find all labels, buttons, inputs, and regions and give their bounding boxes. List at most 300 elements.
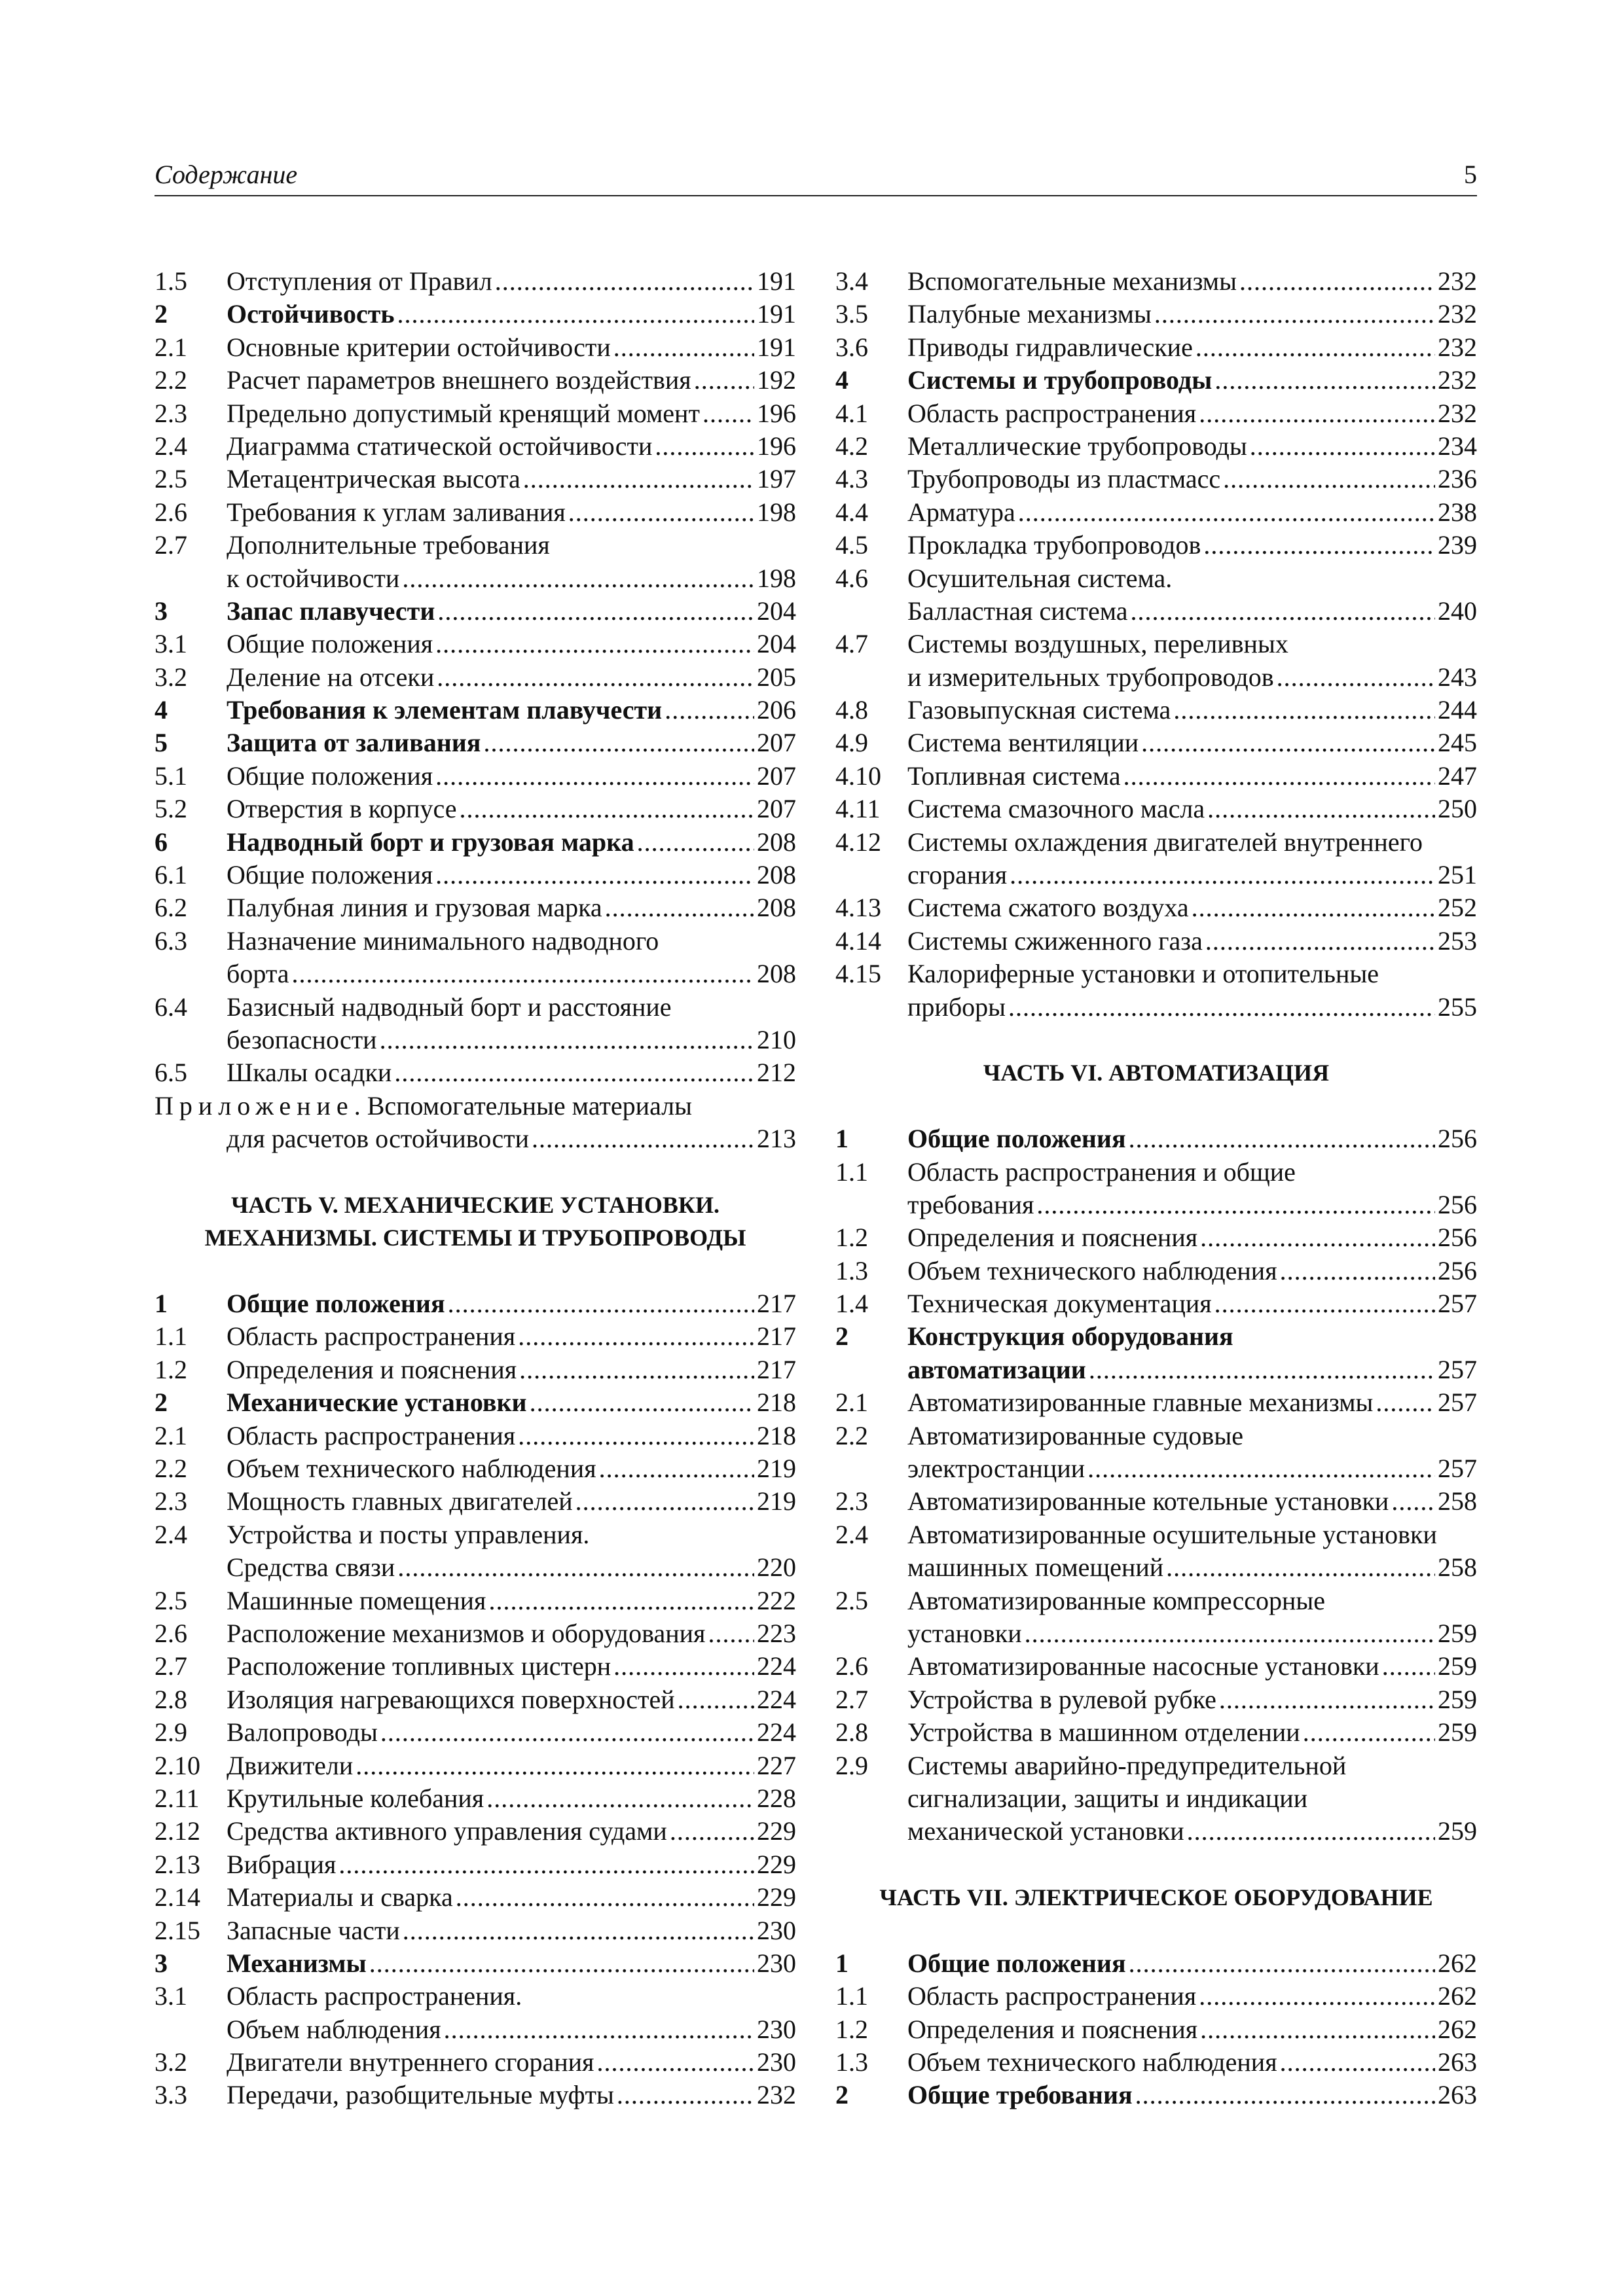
- toc-entry-page: 239: [1438, 530, 1477, 560]
- toc-entry[interactable]: [155, 1848, 796, 1881]
- toc-column-left: [155, 265, 796, 2112]
- toc-entry-number: 2.2: [835, 1420, 868, 1450]
- dot-leader: [1173, 694, 1435, 726]
- dot-leader: [1130, 595, 1435, 628]
- toc-entry-title: Автоматизированные котельные установки: [907, 1486, 1389, 1516]
- toc-entry-title: Система вентиляции: [907, 728, 1139, 758]
- toc-entry-number: 2.4: [155, 431, 187, 461]
- toc-entry[interactable]: [155, 2079, 796, 2111]
- toc-entry-title: приборы: [907, 992, 1006, 1022]
- toc-entry-title: Средства связи: [227, 1552, 395, 1583]
- toc-entry-title: требования: [907, 1189, 1034, 1219]
- spacer: [835, 1848, 1477, 1881]
- toc-entry-text: [907, 2013, 1477, 2046]
- toc-entry-page: 236: [1438, 464, 1477, 494]
- toc-entry-text: [227, 562, 796, 595]
- toc-entry-number: 2: [155, 299, 168, 329]
- toc-entry-text: [227, 1518, 796, 1551]
- dot-leader: [1036, 1189, 1435, 1221]
- dot-leader: [483, 726, 754, 759]
- dot-leader: [518, 1320, 754, 1353]
- toc-entry-title: Техническая документация: [907, 1289, 1212, 1319]
- toc-entry-page: 259: [1438, 1717, 1477, 1748]
- toc-entry[interactable]: [155, 891, 796, 924]
- toc-entry[interactable]: [835, 2079, 1477, 2111]
- toc-entry[interactable]: [155, 628, 796, 660]
- toc-entry[interactable]: [835, 2013, 1477, 2046]
- toc-entry-number: 2.14: [155, 1882, 200, 1912]
- dot-leader: [1214, 364, 1435, 397]
- dot-leader: [665, 694, 754, 726]
- dot-leader: [397, 298, 754, 331]
- dot-leader: [488, 1585, 754, 1617]
- toc-column-right: [835, 265, 1477, 2112]
- toc-entry[interactable]: [155, 1650, 796, 1683]
- toc-entry[interactable]: [155, 2046, 796, 2079]
- toc-entry-page: 204: [757, 629, 796, 659]
- toc-entry[interactable]: [155, 397, 796, 430]
- toc-entry[interactable]: [155, 364, 796, 397]
- dot-leader: [1018, 496, 1435, 529]
- toc-entry[interactable]: [835, 661, 1477, 694]
- toc-entry-text: [907, 397, 1477, 430]
- toc-entry-title: Палубная линия и грузовая марка: [227, 893, 602, 923]
- toc-entry-text: [907, 1354, 1477, 1386]
- dot-leader: [1192, 891, 1435, 924]
- dot-leader: [1250, 430, 1435, 463]
- toc-entry-number: 2.7: [155, 530, 187, 560]
- toc-entry-number: 4.4: [835, 497, 868, 527]
- spacer: [155, 1255, 796, 1287]
- toc-entry[interactable]: [835, 1485, 1477, 1518]
- toc-entry-page: 197: [757, 464, 796, 494]
- toc-entry-text: [907, 1386, 1477, 1419]
- toc-entry-page: 224: [757, 1717, 796, 1748]
- toc-entry-page: 262: [1438, 1948, 1477, 1978]
- toc-entry[interactable]: [835, 463, 1477, 495]
- dot-leader: [1187, 1815, 1435, 1848]
- toc-entry-title: Устройства и посты управления.: [227, 1519, 590, 1549]
- toc-entry[interactable]: [835, 1980, 1477, 2013]
- toc-entry[interactable]: [155, 1947, 796, 1980]
- dot-leader: [613, 1650, 754, 1683]
- toc-entry-title: автоматизации: [907, 1354, 1086, 1384]
- toc-entry-text: [907, 1485, 1477, 1518]
- toc-entry-page: 244: [1438, 695, 1477, 725]
- toc-entry[interactable]: [155, 726, 796, 759]
- toc-entry[interactable]: [155, 694, 796, 726]
- toc-entry-page: 256: [1438, 1189, 1477, 1219]
- toc-entry-page: 232: [1438, 299, 1477, 329]
- toc-entry-title: Шкалы осадки: [227, 1058, 392, 1088]
- toc-entry-text: [907, 1518, 1477, 1551]
- toc-entry-title: Запасные части: [227, 1915, 400, 1945]
- toc-entry-title: Системы аварийно-предупредительной: [907, 1750, 1347, 1780]
- dot-leader: [292, 958, 754, 990]
- toc-entry[interactable]: [155, 1287, 796, 1320]
- toc-entry[interactable]: [155, 1321, 796, 1354]
- toc-entry[interactable]: [835, 298, 1477, 331]
- toc-entry[interactable]: [155, 1354, 796, 1386]
- toc-entry-number: 2.8: [155, 1684, 187, 1714]
- dot-leader: [356, 1749, 754, 1782]
- toc-entry-title: Системы и трубопроводы: [907, 365, 1213, 395]
- toc-entry[interactable]: [155, 1782, 796, 1815]
- toc-entry: [155, 1980, 796, 2013]
- toc-entry-title: Системы охлаждения двигателей внутреннего: [907, 827, 1423, 857]
- toc-entry-text: [907, 1749, 1477, 1782]
- toc-entry[interactable]: [835, 2046, 1477, 2079]
- dot-leader: [1195, 331, 1435, 364]
- toc-entry-title: Объем технического наблюдения: [227, 1454, 596, 1484]
- toc-entry-page: 263: [1438, 2080, 1477, 2110]
- toc-entry-text: [907, 1420, 1477, 1452]
- toc-entry-text: [227, 1617, 796, 1650]
- toc-entry-number: 6.4: [155, 992, 187, 1022]
- toc-entry-text: [227, 1749, 796, 1782]
- toc-entry[interactable]: [155, 496, 796, 529]
- toc-entry-text: [227, 859, 796, 891]
- toc-entry[interactable]: [835, 1122, 1477, 1155]
- toc-entry[interactable]: [155, 1551, 796, 1584]
- toc-entry-title: Отступления от Правил: [227, 266, 492, 296]
- toc-entry[interactable]: [155, 298, 796, 331]
- toc-entry-page: 259: [1438, 1684, 1477, 1714]
- dot-leader: [403, 1914, 754, 1947]
- toc-entry-text: [227, 1320, 796, 1353]
- toc-entry-text: [907, 1122, 1477, 1155]
- toc-entry[interactable]: [155, 1683, 796, 1716]
- toc-entry-title: Базисный надводный борт и расстояние: [227, 992, 672, 1022]
- part-heading: ЧАСТЬ V. МЕХАНИЧЕСКИЕ УСТАНОВКИ.: [230, 1191, 720, 1218]
- toc-entry[interactable]: [835, 595, 1477, 628]
- toc-entry-page: 218: [757, 1420, 796, 1450]
- toc-entry[interactable]: [155, 595, 796, 628]
- toc-entry: [155, 1090, 796, 1122]
- toc-entry-text: [907, 595, 1477, 628]
- dot-leader: [575, 1485, 754, 1518]
- toc-entry[interactable]: [835, 991, 1477, 1024]
- toc-entry-title: Область распространения: [907, 398, 1197, 428]
- toc-entry-text: [907, 859, 1477, 891]
- toc-entry[interactable]: [835, 1947, 1477, 1980]
- toc-entry[interactable]: [155, 1386, 796, 1419]
- toc-entry-text: [227, 1386, 796, 1419]
- toc-entry-text: [907, 364, 1477, 397]
- toc-entry[interactable]: [155, 2013, 796, 2046]
- dot-leader: [670, 1815, 754, 1848]
- toc-entry[interactable]: [835, 760, 1477, 793]
- dot-leader: [518, 1420, 754, 1452]
- toc-entry-page: 232: [1438, 332, 1477, 362]
- toc-entry-page: 196: [757, 431, 796, 461]
- dot-leader: [1199, 1980, 1435, 2013]
- toc-entry-title: Объем технического наблюдения: [907, 1255, 1277, 1285]
- dot-leader: [530, 1386, 754, 1419]
- dot-leader: [1207, 793, 1435, 825]
- toc-entry[interactable]: [155, 760, 796, 793]
- toc-entry-number: 1.2: [835, 1223, 868, 1253]
- toc-entry-page: 229: [757, 1882, 796, 1912]
- toc-entry-text: [907, 1320, 1477, 1353]
- toc-entry-number: 4.9: [835, 728, 868, 758]
- toc-entry-title: Область распространения.: [227, 1981, 522, 2011]
- dot-leader: [532, 1122, 754, 1155]
- toc-entry[interactable]: [835, 694, 1477, 726]
- toc-entry: [835, 1420, 1477, 1452]
- toc-entry-number: 1: [155, 1289, 168, 1319]
- toc-entry[interactable]: [835, 891, 1477, 924]
- dot-leader: [1376, 1386, 1435, 1419]
- toc-entry: [835, 1782, 1477, 1815]
- dot-leader: [702, 397, 754, 430]
- toc-entry-number: 6.5: [155, 1058, 187, 1088]
- dot-leader: [1203, 529, 1435, 562]
- toc-entry-title: Основные критерии остойчивости: [227, 332, 611, 362]
- dot-leader: [1129, 1947, 1435, 1980]
- toc-entry-number: 4: [835, 365, 848, 395]
- toc-entry[interactable]: [835, 1815, 1477, 1848]
- toc-entry-page: 229: [757, 1849, 796, 1879]
- toc-entry[interactable]: [835, 1354, 1477, 1386]
- toc-entry[interactable]: [835, 1189, 1477, 1221]
- toc-entry[interactable]: [155, 1716, 796, 1749]
- toc-entry-title: Крутильные колебания: [227, 1783, 484, 1813]
- toc-entry[interactable]: [835, 1617, 1477, 1650]
- toc-entry[interactable]: [835, 925, 1477, 958]
- toc-entry-page: 243: [1438, 662, 1477, 692]
- toc-entry-page: 208: [757, 860, 796, 890]
- toc-entry-title: Мощность главных двигателей: [227, 1486, 573, 1516]
- toc-entry-title: Газовыпускная система: [907, 695, 1171, 725]
- toc-entry: [155, 925, 796, 958]
- toc-entry[interactable]: [835, 1452, 1477, 1485]
- toc-entry-page: 207: [757, 728, 796, 758]
- toc-entry[interactable]: [155, 859, 796, 891]
- toc-entry[interactable]: [835, 1683, 1477, 1716]
- toc-entry-title: Расположение механизмов и оборудования: [227, 1619, 706, 1648]
- dot-leader: [613, 331, 754, 364]
- dot-leader: [599, 1452, 754, 1485]
- toc-entry-page: 252: [1438, 893, 1477, 923]
- toc-entry-title: Валопроводы: [227, 1717, 378, 1748]
- toc-entry-title: Арматура: [907, 497, 1015, 527]
- toc-entry-title: Палубные механизмы: [907, 299, 1152, 329]
- toc-entry[interactable]: [155, 265, 796, 298]
- toc-entry[interactable]: [155, 1881, 796, 1914]
- toc-entry-text: [907, 1782, 1477, 1815]
- toc-entry-text: [227, 2079, 796, 2111]
- toc-entry-text: [227, 726, 796, 759]
- toc-entry-page: 258: [1438, 1486, 1477, 1516]
- toc-entry-text: [227, 265, 796, 298]
- toc-entry[interactable]: [835, 496, 1477, 529]
- toc-entry[interactable]: [835, 1716, 1477, 1749]
- toc-entry-page: 219: [757, 1486, 796, 1516]
- toc-entry[interactable]: [155, 463, 796, 495]
- toc-entry-title: Расположение топливных цистерн: [227, 1651, 611, 1681]
- toc-entry-text: [227, 2046, 796, 2079]
- dot-leader: [486, 1782, 754, 1815]
- toc-entry-number: 6: [155, 827, 168, 857]
- toc-entry-text: [227, 1354, 796, 1386]
- toc-entry-title: Материалы и сварка: [227, 1882, 453, 1912]
- dot-leader: [1200, 2013, 1435, 2046]
- toc-entry-number: 2.3: [835, 1486, 868, 1516]
- toc-entry-text: [227, 1980, 796, 2013]
- toc-entry-number: 6.2: [155, 893, 187, 923]
- toc-entry-title: Вибрация: [227, 1849, 337, 1879]
- dot-leader: [369, 1947, 754, 1980]
- toc-entry[interactable]: [835, 265, 1477, 298]
- spacer: [835, 1090, 1477, 1122]
- toc-entry[interactable]: [835, 726, 1477, 759]
- dot-leader: [444, 2013, 754, 2046]
- toc-entry[interactable]: [835, 1221, 1477, 1254]
- toc-entry-page: 210: [757, 1024, 796, 1054]
- toc-entry-number: 5.1: [155, 761, 187, 791]
- toc-entry-page: 198: [757, 497, 796, 527]
- toc-entry-number: 2.7: [155, 1651, 187, 1681]
- toc-entry-page: 208: [757, 893, 796, 923]
- toc-entry[interactable]: [835, 397, 1477, 430]
- toc-entry[interactable]: [155, 1122, 796, 1155]
- toc-entry-title: Автоматизированные судовые: [907, 1420, 1243, 1450]
- toc-entry[interactable]: [155, 430, 796, 463]
- toc-entry[interactable]: [835, 1650, 1477, 1683]
- toc-entry-text: [227, 1881, 796, 1914]
- toc-entry-title: Автоматизированные насосные установки: [907, 1651, 1379, 1681]
- dot-leader: [380, 1716, 754, 1749]
- toc-entry-page: 206: [757, 695, 796, 725]
- toc-entry[interactable]: [835, 1386, 1477, 1419]
- toc-entry-number: 2.5: [835, 1585, 868, 1615]
- toc-entry[interactable]: [835, 331, 1477, 364]
- toc-entry[interactable]: [835, 1551, 1477, 1584]
- toc-entry[interactable]: [835, 1255, 1477, 1287]
- toc-entry-page: 224: [757, 1651, 796, 1681]
- toc-entry-title: к остойчивости: [227, 563, 400, 593]
- toc-entry-page: 227: [757, 1750, 796, 1780]
- toc-entry-text: [227, 1420, 796, 1452]
- toc-entry-title: Отверстия в корпусе: [227, 794, 457, 824]
- toc-entry-text: [227, 529, 796, 562]
- toc-entry-title: Запас плавучести: [227, 596, 435, 626]
- toc-entry[interactable]: [155, 1056, 796, 1089]
- toc-entry[interactable]: [155, 1452, 796, 1485]
- dot-leader: [694, 364, 754, 397]
- toc-entry-number: 3: [155, 1948, 168, 1978]
- toc-entry-page: 205: [757, 662, 796, 692]
- toc-entry-text: [907, 562, 1477, 595]
- toc-entry-page: 191: [757, 332, 796, 362]
- toc-entry[interactable]: [835, 793, 1477, 825]
- toc-entry-title: Средства активного управления судами: [227, 1816, 667, 1846]
- toc-entry-title: Остойчивость: [227, 299, 395, 329]
- toc-entry-text: [227, 1914, 796, 1947]
- toc-entry[interactable]: [155, 562, 796, 595]
- toc-entry-title: Диаграмма статической остойчивости: [227, 431, 653, 461]
- toc-entry-title: Объем наблюдения: [227, 2014, 441, 2044]
- toc-entry-number: 2.2: [155, 365, 187, 395]
- toc-entry[interactable]: [835, 859, 1477, 891]
- toc-entry-title: Машинные помещения: [227, 1585, 486, 1615]
- toc-entry-page: 259: [1438, 1619, 1477, 1648]
- toc-entry-page: 191: [757, 266, 796, 296]
- dot-leader: [1141, 726, 1435, 759]
- toc-entry-text: [907, 1716, 1477, 1749]
- toc-entry-text: [227, 1551, 796, 1584]
- toc-entry[interactable]: [835, 1287, 1477, 1320]
- toc-entry[interactable]: [155, 1024, 796, 1056]
- dot-leader: [1123, 760, 1435, 793]
- toc-entry[interactable]: [155, 793, 796, 825]
- toc-entry-title: Область распространения: [907, 1981, 1197, 2011]
- toc-entry-title: электростанции: [907, 1454, 1085, 1484]
- toc-entry[interactable]: [155, 1420, 796, 1452]
- dot-leader: [456, 1881, 754, 1914]
- toc-entry-number: 2.12: [155, 1816, 200, 1846]
- toc-entry-number: 2: [155, 1388, 168, 1418]
- toc-entry-text: [227, 595, 796, 628]
- toc-entry[interactable]: [155, 1485, 796, 1518]
- dot-leader: [678, 1683, 754, 1716]
- dot-leader: [1219, 1683, 1435, 1716]
- toc-entry[interactable]: [155, 1585, 796, 1617]
- toc-entry-title: Устройства в машинном отделении: [907, 1717, 1300, 1748]
- toc-entry-number: 2.1: [155, 332, 187, 362]
- toc-entry[interactable]: [155, 1749, 796, 1782]
- toc-entry[interactable]: [155, 1617, 796, 1650]
- toc-entry[interactable]: [155, 331, 796, 364]
- toc-entry[interactable]: [155, 1914, 796, 1947]
- toc-entry: [155, 991, 796, 1024]
- toc-entry-title: Устройства в рулевой рубке: [907, 1684, 1216, 1714]
- toc-entry-number: 2.6: [835, 1651, 868, 1681]
- toc-entry-title: Определения и пояснения: [907, 1223, 1198, 1253]
- toc-entry-title: Приводы гидравлические: [907, 332, 1193, 362]
- toc-entry-text: [227, 1585, 796, 1617]
- toc-entry[interactable]: [155, 661, 796, 694]
- toc-entry-title: Надводный борт и грузовая марка: [227, 827, 634, 857]
- toc-entry-title: Калориферные установки и отопительные: [907, 959, 1379, 989]
- toc-entry-page: 191: [757, 299, 796, 329]
- toc-entry[interactable]: [155, 1815, 796, 1848]
- toc-entry-title: Дополнительные требования: [227, 530, 550, 560]
- toc-entry-text: [907, 430, 1477, 463]
- toc-entry[interactable]: [835, 430, 1477, 463]
- toc-entry-text: [907, 1650, 1477, 1683]
- toc-entry-number: 1.1: [835, 1157, 868, 1187]
- toc-entry[interactable]: [835, 529, 1477, 562]
- toc-entry[interactable]: [155, 958, 796, 990]
- toc-entry-title: Автоматизированные осушительные установки: [907, 1519, 1437, 1549]
- toc-entry[interactable]: [155, 826, 796, 859]
- toc-entry-page: 196: [757, 398, 796, 428]
- toc-entry-text: [227, 991, 796, 1024]
- toc-entry-number: 3.5: [835, 299, 868, 329]
- toc-entry[interactable]: [835, 364, 1477, 397]
- toc-entry-number: 4.6: [835, 563, 868, 593]
- toc-entry-text: [907, 1815, 1477, 1848]
- toc-entry-title: и измерительных трубопроводов: [907, 662, 1274, 692]
- dot-leader: [1200, 1221, 1435, 1254]
- toc-entry-text: [227, 1716, 796, 1749]
- header-title: Содержание: [155, 160, 298, 189]
- toc-entry-title: Требования к углам заливания: [227, 497, 566, 527]
- dot-leader: [437, 595, 754, 628]
- toc-entry: [835, 958, 1477, 990]
